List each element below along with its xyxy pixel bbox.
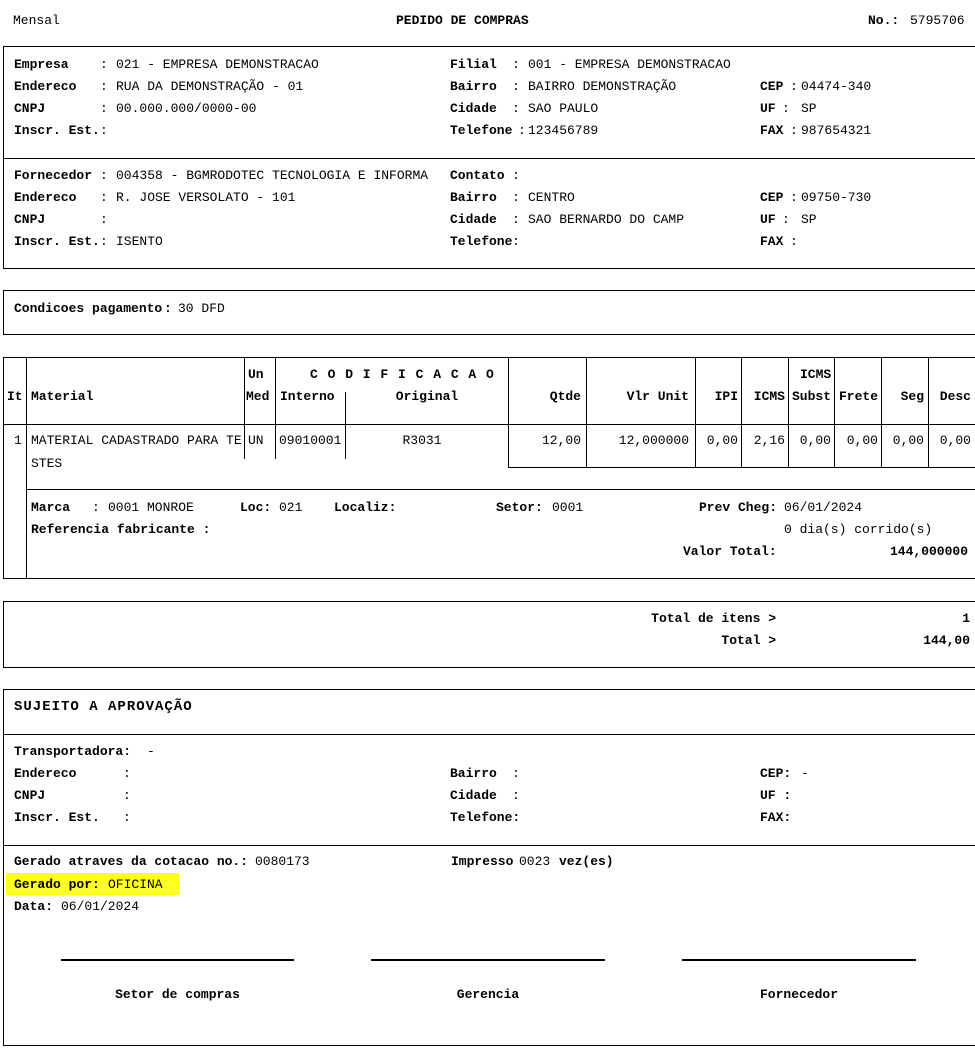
row-vlr-unit: 12,000000	[618, 433, 689, 448]
endereco-value: RUA DA DEMONSTRAÇÃO - 01	[116, 79, 304, 94]
cidade-label: Cidade	[450, 101, 497, 116]
inscr-label: Inscr. Est.	[14, 123, 100, 138]
header-icms-subst-top: ICMS	[800, 367, 832, 382]
endereco-label: Endereco	[14, 79, 77, 94]
cotacao-value: 0080173	[255, 854, 310, 869]
row-material-line1: MATERIAL CADASTRADO PARA TE	[31, 433, 242, 448]
fax-label: FAX:	[760, 810, 792, 825]
data-value: 06/01/2024	[61, 899, 140, 914]
signature-setor-compras: Setor de compras	[115, 987, 240, 1002]
header-frete: Frete	[839, 389, 879, 404]
signature-fornecedor: Fornecedor	[759, 987, 838, 1002]
colon: :	[512, 57, 520, 72]
row-it: 1	[14, 433, 22, 448]
uf-label: UF	[760, 101, 776, 116]
colon: :	[123, 766, 131, 781]
filial-value: 001 - EMPRESA DEMONSTRACAO	[528, 57, 731, 72]
colon: :	[512, 788, 520, 803]
valor-total-value: 144,000000	[889, 544, 968, 559]
uf-label: UF	[760, 212, 776, 227]
empresa-label: Empresa	[14, 57, 69, 72]
row-frete: 0,00	[846, 433, 878, 448]
col-divider	[26, 357, 27, 579]
totals-box	[3, 601, 975, 668]
colon: :	[100, 168, 108, 183]
header-qtde: Qtde	[549, 389, 581, 404]
header-codificacao: C O D I F I C A C A O	[310, 367, 495, 382]
row-icms-subst: 0,00	[799, 433, 831, 448]
cidade-value: SAO PAULO	[528, 101, 599, 116]
telefone-value: 123456789	[528, 123, 599, 138]
header-ipi: IPI	[714, 389, 738, 404]
marca-value: 0001 MONROE	[108, 500, 194, 515]
header-material: Material	[31, 389, 94, 404]
colon: :	[512, 234, 520, 249]
colon: :	[123, 810, 131, 825]
colon: :	[100, 123, 108, 138]
colon: :	[782, 101, 790, 116]
cnpj-value: 00.000.000/0000-00	[116, 101, 257, 116]
colon: :	[512, 212, 520, 227]
transport-divider	[3, 845, 975, 846]
header-un: Un	[248, 367, 264, 382]
colon: :	[100, 57, 108, 72]
setor-label: Setor:	[496, 500, 543, 515]
approval-title: SUJEITO A APROVAÇÃO	[14, 699, 193, 715]
endereco-label: Endereco	[14, 190, 77, 205]
gerado-por-value: OFICINA	[108, 877, 163, 892]
colon: :	[790, 79, 798, 94]
colon: :	[123, 788, 131, 803]
inscr-value: ISENTO	[116, 234, 163, 249]
colon: :	[518, 123, 526, 138]
col-divider	[244, 357, 245, 459]
colon: :	[100, 190, 108, 205]
total-label: Total >	[721, 633, 776, 648]
colon: :	[100, 101, 108, 116]
payment-terms-label: Condicoes pagamento	[14, 301, 163, 316]
row-icms: 2,16	[753, 433, 785, 448]
header-original: Original	[395, 389, 459, 404]
cidade-label: Cidade	[450, 212, 497, 227]
approval-divider	[3, 734, 975, 735]
fax-label: FAX	[760, 234, 784, 249]
payment-terms-value: 30 DFD	[178, 301, 225, 316]
row-desc: 0,00	[939, 433, 971, 448]
colon: :	[512, 766, 520, 781]
colon: :	[512, 101, 520, 116]
periodicity-label: Mensal	[13, 13, 60, 28]
endereco-label: Endereco	[14, 766, 77, 781]
row-original: R3031	[402, 433, 442, 448]
row-seg: 0,00	[892, 433, 924, 448]
valor-total-label: Valor Total:	[683, 544, 777, 559]
colon: :	[100, 79, 108, 94]
header-vlr-unit: Vlr Unit	[626, 389, 689, 404]
colon: :	[512, 168, 520, 183]
cidade-value: SAO BERNARDO DO CAMP	[528, 212, 685, 227]
loc-label: Loc:	[240, 500, 272, 515]
colon: :	[100, 234, 108, 249]
bairro-label: Bairro	[450, 79, 497, 94]
uf-value: SP	[801, 212, 817, 227]
impresso-value: 0023	[519, 854, 551, 869]
bairro-value: BAIRRO DEMONSTRAÇÃO	[528, 79, 677, 94]
header-icms-subst-bottom: Subst	[792, 389, 832, 404]
telefone-label: Telefone	[450, 234, 513, 249]
cep-label: CEP	[760, 79, 784, 94]
colon: :	[790, 123, 798, 138]
numeric-row-divider	[508, 467, 975, 468]
inscr-label: Inscr. Est.	[14, 234, 100, 249]
header-desc: Desc	[939, 389, 971, 404]
cep-label: CEP:	[760, 766, 792, 781]
cep-label: CEP	[760, 190, 784, 205]
col-divider	[881, 357, 882, 467]
marca-label: Marca	[31, 500, 71, 515]
col-divider	[275, 357, 276, 459]
telefone-label: Telefone	[450, 123, 513, 138]
signature-line	[371, 959, 605, 961]
localiz-label: Localiz:	[334, 500, 397, 515]
header-seg: Seg	[900, 389, 924, 404]
col-divider	[928, 357, 929, 467]
transportadora-label: Transportadora:	[14, 744, 132, 759]
signature-gerencia: Gerencia	[456, 987, 520, 1002]
colon: :	[512, 190, 520, 205]
header-med: Med	[246, 389, 270, 404]
colon: :	[164, 301, 172, 316]
bairro-label: Bairro	[450, 766, 497, 781]
loc-value: 021	[279, 500, 303, 515]
document-title: PEDIDO DE COMPRAS	[396, 13, 529, 28]
row-interno: 09010001	[279, 433, 342, 448]
bairro-value: CENTRO	[528, 190, 575, 205]
col-divider	[834, 357, 835, 467]
colon: :	[512, 79, 520, 94]
fax-value: 987654321	[801, 123, 872, 138]
cidade-label: Cidade	[450, 788, 497, 803]
colon: :	[100, 212, 108, 227]
cep-value: -	[801, 766, 809, 781]
detail-divider	[26, 489, 975, 490]
header-it: It	[7, 389, 23, 404]
table-header-divider	[3, 424, 975, 425]
colon: :	[790, 234, 798, 249]
col-divider	[788, 357, 789, 467]
data-label: Data:	[14, 899, 54, 914]
prev-cheg-label: Prev Cheg:	[699, 500, 778, 515]
colon: :	[790, 190, 798, 205]
filial-label: Filial	[450, 57, 497, 72]
setor-value: 0001	[552, 500, 584, 515]
signature-line	[682, 959, 916, 961]
impresso-label: Impresso	[451, 854, 514, 869]
gerado-por-label: Gerado por:	[14, 877, 100, 892]
dias-corridos: 0 dia(s) corrido(s)	[784, 522, 933, 537]
uf-value: SP	[801, 101, 817, 116]
bairro-label: Bairro	[450, 190, 497, 205]
row-un: UN	[248, 433, 264, 448]
order-number-label: No.:	[868, 13, 900, 28]
col-divider	[741, 357, 742, 467]
inscr-label: Inscr. Est.	[14, 810, 100, 825]
cep-value: 09750-730	[801, 190, 872, 205]
endereco-value: R. JOSE VERSOLATO - 101	[116, 190, 296, 205]
total-itens-label: Total de itens >	[651, 611, 776, 626]
row-qtde: 12,00	[541, 433, 581, 448]
referencia-label: Referencia fabricante :	[31, 522, 211, 537]
total-value: 144,00	[923, 633, 970, 648]
signature-line	[61, 959, 294, 961]
colon: :	[92, 500, 100, 515]
cnpj-label: CNPJ	[14, 788, 46, 803]
fax-label: FAX	[760, 123, 784, 138]
prev-cheg-value: 06/01/2024	[784, 500, 863, 515]
row-ipi: 0,00	[706, 433, 738, 448]
col-divider	[586, 357, 587, 467]
fornecedor-label: Fornecedor	[14, 168, 93, 183]
col-divider	[508, 357, 509, 467]
colon: :	[782, 212, 790, 227]
empresa-value: 021 - EMPRESA DEMONSTRACAO	[116, 57, 319, 72]
impresso-suffix: vez(es)	[559, 854, 614, 869]
cnpj-label: CNPJ	[14, 212, 46, 227]
row-material-line2: STES	[31, 456, 63, 471]
cotacao-label: Gerado atraves da cotacao no.:	[14, 854, 249, 869]
transportadora-value: -	[147, 744, 155, 759]
header-interno: Interno	[280, 389, 335, 404]
fornecedor-value: 004358 - BGMRODOTEC TECNOLOGIA E INFORMA	[116, 168, 429, 183]
total-itens-value: 1	[962, 611, 970, 626]
company-supplier-divider	[3, 158, 975, 159]
cnpj-label: CNPJ	[14, 101, 46, 116]
header-icms: ICMS	[753, 389, 785, 404]
contato-label: Contato	[450, 168, 505, 183]
order-number-value: 5795706	[910, 13, 965, 28]
col-divider	[695, 357, 696, 467]
uf-label: UF :	[760, 788, 792, 803]
cep-value: 04474-340	[801, 79, 872, 94]
telefone-label: Telefone:	[450, 810, 521, 825]
